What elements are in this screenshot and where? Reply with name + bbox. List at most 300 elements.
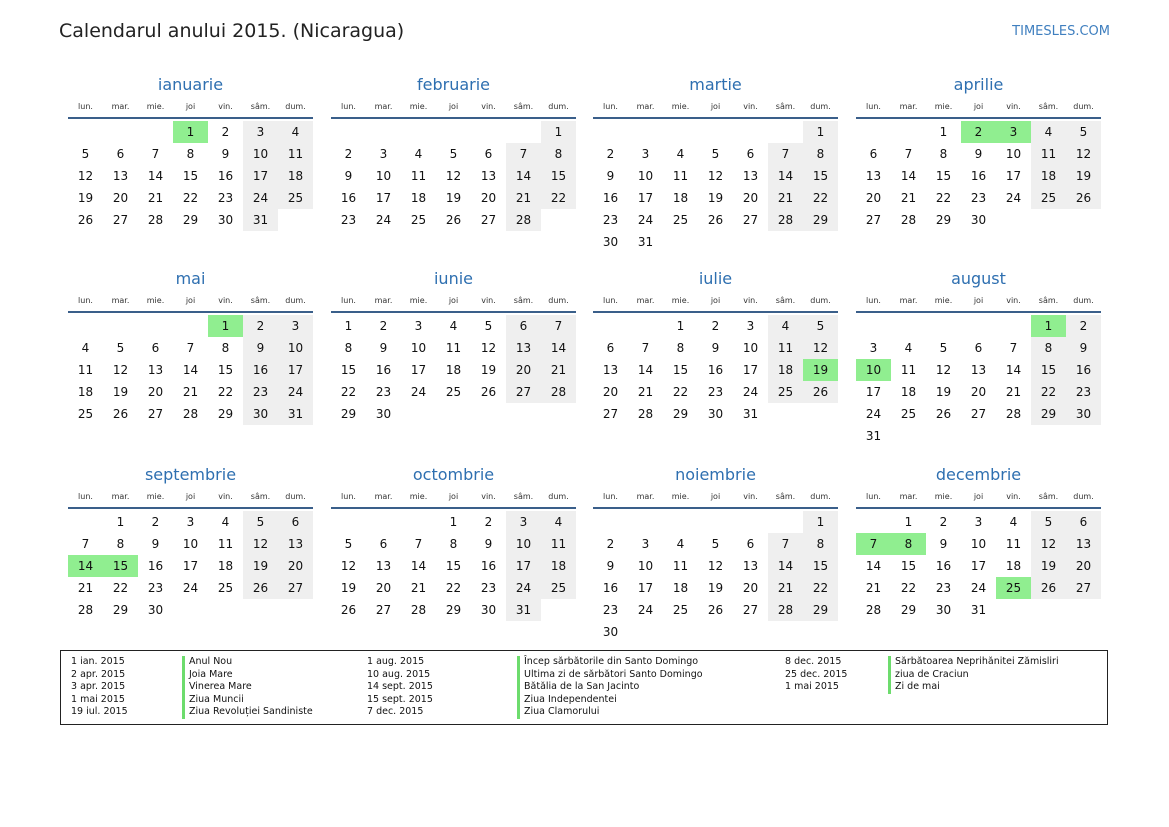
weekday-label: vin. xyxy=(481,492,496,501)
day-cell: 19 xyxy=(1031,555,1066,577)
weekday-label: sâm. xyxy=(250,102,271,111)
day-cell: 16 xyxy=(480,559,497,573)
day-cell: 25 xyxy=(278,187,313,209)
day-cell: 30 xyxy=(480,603,497,617)
month-name: februarie xyxy=(416,75,491,94)
day-cell: 24 xyxy=(637,603,654,617)
day-cell: 28 xyxy=(865,603,882,617)
weekday-label: lun. xyxy=(866,102,881,111)
day-cell: 3 xyxy=(641,147,650,161)
weekday-label: mie. xyxy=(146,492,165,501)
day-cell: 18 xyxy=(445,363,462,377)
day-cell: 28 xyxy=(410,603,427,617)
month-mai xyxy=(68,268,313,421)
day-cell: 12 xyxy=(480,341,497,355)
day-cell: 27 xyxy=(1066,577,1101,599)
day-cell: 20 xyxy=(970,385,987,399)
day-cell: 29 xyxy=(1031,403,1066,425)
day-cell: 6 xyxy=(484,147,493,161)
day-cell: 22 xyxy=(803,187,838,209)
day-cell: 22 xyxy=(1031,381,1066,403)
day-cell: 14 xyxy=(506,165,541,187)
day-cell: 23 xyxy=(340,213,357,227)
day-cell: 17 xyxy=(1005,169,1022,183)
legend-holiday-name: Ultima zi de sărbători Santo Domingo xyxy=(517,669,703,682)
day-cell: 10 xyxy=(970,537,987,551)
day-cell: 11 xyxy=(77,363,94,377)
weekday-label: vin. xyxy=(481,102,496,111)
day-cell: 7 xyxy=(1009,341,1018,355)
weekday-label: lun. xyxy=(603,492,618,501)
day-cell: 13 xyxy=(375,559,392,573)
weekday-label: sâm. xyxy=(1038,296,1059,305)
day-cell: 20 xyxy=(1066,555,1101,577)
day-cell: 29 xyxy=(445,603,462,617)
day-cell: 14 xyxy=(410,559,427,573)
day-cell: 24 xyxy=(970,581,987,595)
day-cell: 2 xyxy=(221,125,230,139)
holiday-day: 25 xyxy=(996,577,1031,599)
day-cell: 11 xyxy=(1031,143,1066,165)
day-cell: 30 xyxy=(217,213,234,227)
day-cell: 7 xyxy=(506,143,541,165)
day-cell: 15 xyxy=(803,165,838,187)
day-cell: 2 xyxy=(344,147,353,161)
weekday-label: sâm. xyxy=(513,296,534,305)
day-cell: 10 xyxy=(375,169,392,183)
day-cell: 13 xyxy=(112,169,129,183)
month-name: septembrie xyxy=(144,465,237,484)
weekday-label: mie. xyxy=(409,296,428,305)
weekday-label: mar. xyxy=(636,492,655,501)
day-cell: 5 xyxy=(449,147,458,161)
day-cell: 6 xyxy=(379,537,388,551)
day-cell: 24 xyxy=(865,407,882,421)
day-cell: 26 xyxy=(707,213,724,227)
day-cell: 26 xyxy=(112,407,129,421)
weekday-header xyxy=(331,294,576,313)
legend-date: 1 mai 2015 xyxy=(71,693,125,705)
day-cell: 18 xyxy=(1005,559,1022,573)
day-cell: 23 xyxy=(970,191,987,205)
day-cell: 17 xyxy=(506,555,541,577)
day-cell: 17 xyxy=(865,385,882,399)
weekday-header xyxy=(593,490,838,509)
day-cell: 5 xyxy=(803,315,838,337)
day-cell: 28 xyxy=(1005,407,1022,421)
day-cell: 26 xyxy=(935,407,952,421)
weekday-label: dum. xyxy=(548,296,569,305)
day-cell: 29 xyxy=(803,599,838,621)
day-cell: 21 xyxy=(410,581,427,595)
day-cell: 21 xyxy=(182,385,199,399)
day-cell: 18 xyxy=(77,385,94,399)
day-cell: 12 xyxy=(707,169,724,183)
day-cell: 22 xyxy=(935,191,952,205)
day-cell: 1 xyxy=(939,125,948,139)
day-cell: 1 xyxy=(116,515,125,529)
day-cell: 15 xyxy=(672,363,689,377)
day-cell: 25 xyxy=(768,381,803,403)
day-cell: 4 xyxy=(221,515,230,529)
day-cell: 9 xyxy=(221,147,230,161)
legend-holiday-name: Încep sărbătorile din Santo Domingo xyxy=(517,656,703,669)
weekday-label: lun. xyxy=(341,102,356,111)
day-cell: 18 xyxy=(900,385,917,399)
day-cell: 26 xyxy=(243,577,278,599)
day-cell: 10 xyxy=(243,143,278,165)
day-cell: 16 xyxy=(970,169,987,183)
month-name: aprilie xyxy=(953,75,1004,94)
weekday-label: lun. xyxy=(866,492,881,501)
day-cell: 17 xyxy=(182,559,199,573)
legend-holiday-name: Vinerea Mare xyxy=(182,681,313,694)
day-cell: 30 xyxy=(602,235,619,249)
month-ianuarie xyxy=(68,74,313,227)
day-cell: 26 xyxy=(340,603,357,617)
day-cell: 15 xyxy=(935,169,952,183)
day-cell: 19 xyxy=(340,581,357,595)
day-cell: 4 xyxy=(414,147,423,161)
day-cell: 22 xyxy=(217,385,234,399)
day-cell: 13 xyxy=(865,169,882,183)
day-cell: 23 xyxy=(243,381,278,403)
day-cell: 19 xyxy=(480,363,497,377)
day-cell: 7 xyxy=(81,537,90,551)
day-cell: 17 xyxy=(637,191,654,205)
day-cell: 13 xyxy=(147,363,164,377)
day-cell: 29 xyxy=(803,209,838,231)
weekday-label: joi xyxy=(448,492,459,501)
day-cell: 21 xyxy=(147,191,164,205)
legend-holiday-name: Ziua Clamorului xyxy=(517,706,703,719)
day-cell: 28 xyxy=(637,407,654,421)
day-cell: 5 xyxy=(711,147,720,161)
holiday-day: 10 xyxy=(856,359,891,381)
day-cell: 15 xyxy=(217,363,234,377)
day-cell: 13 xyxy=(970,363,987,377)
day-cell: 17 xyxy=(243,165,278,187)
day-cell: 3 xyxy=(506,511,541,533)
day-cell: 24 xyxy=(410,385,427,399)
day-cell: 1 xyxy=(676,319,685,333)
day-cell: 10 xyxy=(742,341,759,355)
legend-dates-col-1 xyxy=(71,656,128,719)
month-martie xyxy=(593,74,838,249)
day-cell: 25 xyxy=(77,407,94,421)
legend-date: 3 apr. 2015 xyxy=(71,681,126,692)
weekday-label: mar. xyxy=(636,102,655,111)
day-cell: 5 xyxy=(1031,511,1066,533)
day-cell: 31 xyxy=(637,235,654,249)
day-cell: 7 xyxy=(414,537,423,551)
day-cell: 3 xyxy=(186,515,195,529)
legend-date: 19 iul. 2015 xyxy=(71,706,128,717)
day-cell: 14 xyxy=(637,363,654,377)
day-cell: 4 xyxy=(1009,515,1018,529)
day-cell: 26 xyxy=(480,385,497,399)
day-cell: 30 xyxy=(970,213,987,227)
day-cell: 10 xyxy=(182,537,199,551)
legend-holiday-name: Bătălia de la San Jacinto xyxy=(517,681,703,694)
day-cell: 17 xyxy=(278,359,313,381)
holiday-day: 7 xyxy=(856,533,891,555)
day-cell: 31 xyxy=(278,403,313,425)
day-cell: 16 xyxy=(707,363,724,377)
weekday-label: lun. xyxy=(603,296,618,305)
day-cell: 6 xyxy=(116,147,125,161)
weekday-label: lun. xyxy=(78,102,93,111)
day-cell: 21 xyxy=(1005,385,1022,399)
day-cell: 25 xyxy=(900,407,917,421)
day-cell: 30 xyxy=(935,603,952,617)
day-cell: 25 xyxy=(672,603,689,617)
day-cell: 21 xyxy=(506,187,541,209)
weekday-header xyxy=(856,294,1101,313)
day-cell: 1 xyxy=(541,121,576,143)
day-cell: 13 xyxy=(602,363,619,377)
brand-link[interactable]: TIMESLES.COM xyxy=(1012,24,1110,39)
day-cell: 11 xyxy=(217,537,234,551)
month-iunie xyxy=(331,268,576,421)
day-cell: 29 xyxy=(340,407,357,421)
day-cell: 11 xyxy=(410,169,427,183)
weekday-label: joi xyxy=(185,296,196,305)
day-cell: 6 xyxy=(278,511,313,533)
day-cell: 1 xyxy=(344,319,353,333)
weekday-label: sâm. xyxy=(513,492,534,501)
weekday-label: vin. xyxy=(1006,102,1021,111)
day-cell: 16 xyxy=(935,559,952,573)
weekday-label: mie. xyxy=(409,102,428,111)
day-cell: 22 xyxy=(803,577,838,599)
day-cell: 17 xyxy=(410,363,427,377)
day-cell: 20 xyxy=(375,581,392,595)
day-cell: 15 xyxy=(1031,359,1066,381)
holiday-day: 3 xyxy=(996,121,1031,143)
month-name: decembrie xyxy=(935,465,1022,484)
day-cell: 8 xyxy=(803,143,838,165)
day-cell: 29 xyxy=(112,603,129,617)
day-cell: 15 xyxy=(340,363,357,377)
day-cell: 10 xyxy=(1005,147,1022,161)
weekday-label: mar. xyxy=(374,296,393,305)
weekday-label: sâm. xyxy=(1038,102,1059,111)
day-cell: 14 xyxy=(1005,363,1022,377)
page-title: Calendarul anului 2015. (Nicaragua) xyxy=(59,20,405,42)
weekday-label: dum. xyxy=(810,296,831,305)
day-cell: 12 xyxy=(77,169,94,183)
day-cell: 18 xyxy=(410,191,427,205)
weekday-label: joi xyxy=(973,102,984,111)
holiday-day: 15 xyxy=(103,555,138,577)
day-cell: 13 xyxy=(742,559,759,573)
day-cell: 1 xyxy=(449,515,458,529)
day-cell: 16 xyxy=(340,191,357,205)
day-cell: 11 xyxy=(672,559,689,573)
day-cell: 9 xyxy=(974,147,983,161)
day-cell: 27 xyxy=(112,213,129,227)
day-cell: 17 xyxy=(970,559,987,573)
day-cell: 20 xyxy=(278,555,313,577)
legend-holiday-name: Sărbătoarea Neprihănitei Zămisliri xyxy=(888,656,1059,669)
weekday-label: mar. xyxy=(111,102,130,111)
day-cell: 5 xyxy=(344,537,353,551)
day-cell: 6 xyxy=(974,341,983,355)
day-cell: 2 xyxy=(606,147,615,161)
legend-date: 1 ian. 2015 xyxy=(71,656,125,667)
day-cell: 5 xyxy=(81,147,90,161)
day-cell: 28 xyxy=(506,209,541,231)
day-cell: 4 xyxy=(768,315,803,337)
day-cell: 16 xyxy=(375,363,392,377)
day-cell: 5 xyxy=(711,537,720,551)
day-cell: 30 xyxy=(707,407,724,421)
legend-date: 2 apr. 2015 xyxy=(71,668,126,680)
weekday-header xyxy=(856,490,1101,509)
weekday-label: dum. xyxy=(1073,492,1094,501)
day-cell: 28 xyxy=(182,407,199,421)
day-cell: 26 xyxy=(707,603,724,617)
legend-date: 7 dec. 2015 xyxy=(367,706,424,717)
day-cell: 15 xyxy=(541,165,576,187)
weekday-label: joi xyxy=(973,296,984,305)
weekday-label: mie. xyxy=(671,102,690,111)
day-cell: 15 xyxy=(182,169,199,183)
weekday-label: sâm. xyxy=(250,296,271,305)
holiday-day: 8 xyxy=(891,533,926,555)
weekday-label: vin. xyxy=(743,102,758,111)
day-cell: 15 xyxy=(900,559,917,573)
day-cell: 4 xyxy=(541,511,576,533)
day-cell: 13 xyxy=(278,533,313,555)
day-cell: 23 xyxy=(707,385,724,399)
holiday-day: 2 xyxy=(961,121,996,143)
day-cell: 30 xyxy=(243,403,278,425)
day-cell: 4 xyxy=(278,121,313,143)
day-cell: 11 xyxy=(900,363,917,377)
month-februarie xyxy=(331,74,576,227)
day-cell: 18 xyxy=(672,581,689,595)
day-cell: 6 xyxy=(869,147,878,161)
weekday-label: vin. xyxy=(1006,492,1021,501)
day-cell: 8 xyxy=(676,341,685,355)
day-cell: 7 xyxy=(541,315,576,337)
day-cell: 19 xyxy=(1066,165,1101,187)
day-cell: 19 xyxy=(243,555,278,577)
legend-names-col-3 xyxy=(888,656,1059,694)
day-cell: 4 xyxy=(1031,121,1066,143)
weekday-header xyxy=(593,294,838,313)
day-cell: 17 xyxy=(742,363,759,377)
day-cell: 27 xyxy=(602,407,619,421)
day-cell: 21 xyxy=(637,385,654,399)
day-cell: 12 xyxy=(445,169,462,183)
day-cell: 12 xyxy=(935,363,952,377)
day-cell: 10 xyxy=(637,559,654,573)
day-cell: 11 xyxy=(445,341,462,355)
day-cell: 22 xyxy=(541,187,576,209)
day-cell: 26 xyxy=(1031,577,1066,599)
day-cell: 16 xyxy=(1066,359,1101,381)
day-cell: 24 xyxy=(742,385,759,399)
month-name: ianuarie xyxy=(157,75,224,94)
weekday-label: lun. xyxy=(78,296,93,305)
day-cell: 12 xyxy=(707,559,724,573)
day-cell: 18 xyxy=(672,191,689,205)
day-cell: 11 xyxy=(278,143,313,165)
day-cell: 27 xyxy=(147,407,164,421)
weekday-label: joi xyxy=(448,296,459,305)
weekday-label: mie. xyxy=(671,296,690,305)
day-cell: 14 xyxy=(768,555,803,577)
day-cell: 23 xyxy=(217,191,234,205)
weekday-label: dum. xyxy=(285,102,306,111)
weekday-label: dum. xyxy=(1073,296,1094,305)
day-cell: 21 xyxy=(768,577,803,599)
day-cell: 9 xyxy=(243,337,278,359)
weekday-label: mar. xyxy=(374,492,393,501)
day-cell: 13 xyxy=(506,337,541,359)
day-cell: 27 xyxy=(865,213,882,227)
day-cell: 15 xyxy=(445,559,462,573)
day-cell: 27 xyxy=(480,213,497,227)
legend-dates-col-3 xyxy=(785,656,847,694)
day-cell: 20 xyxy=(147,385,164,399)
day-cell: 8 xyxy=(541,143,576,165)
day-cell: 4 xyxy=(904,341,913,355)
day-cell: 23 xyxy=(375,385,392,399)
day-cell: 10 xyxy=(278,337,313,359)
day-cell: 25 xyxy=(410,213,427,227)
day-cell: 2 xyxy=(711,319,720,333)
day-cell: 30 xyxy=(1066,403,1101,425)
day-cell: 22 xyxy=(900,581,917,595)
weekday-header xyxy=(68,294,313,313)
legend-date: 1 mai 2015 xyxy=(785,681,839,692)
day-cell: 8 xyxy=(939,147,948,161)
legend-holiday-name: Ziua Revoluției Sandiniste xyxy=(182,706,313,719)
day-cell: 19 xyxy=(112,385,129,399)
day-cell: 12 xyxy=(340,559,357,573)
legend-names-col-1 xyxy=(182,656,313,719)
month-name: iunie xyxy=(433,269,473,288)
day-cell: 23 xyxy=(602,603,619,617)
day-cell: 24 xyxy=(637,213,654,227)
day-cell: 14 xyxy=(182,363,199,377)
day-cell: 28 xyxy=(77,603,94,617)
day-cell: 21 xyxy=(77,581,94,595)
month-aprilie xyxy=(856,74,1101,227)
day-cell: 25 xyxy=(217,581,234,595)
day-cell: 4 xyxy=(81,341,90,355)
day-cell: 15 xyxy=(803,555,838,577)
day-cell: 22 xyxy=(672,385,689,399)
day-cell: 1 xyxy=(904,515,913,529)
day-cell: 2 xyxy=(939,515,948,529)
legend-holiday-name: Ziua Independentei xyxy=(517,694,703,707)
day-cell: 23 xyxy=(935,581,952,595)
day-cell: 8 xyxy=(449,537,458,551)
day-cell: 30 xyxy=(147,603,164,617)
day-cell: 19 xyxy=(707,581,724,595)
day-cell: 10 xyxy=(506,533,541,555)
day-cell: 13 xyxy=(1066,533,1101,555)
day-cell: 18 xyxy=(768,359,803,381)
weekday-label: lun. xyxy=(341,492,356,501)
legend-date: 14 sept. 2015 xyxy=(367,681,433,692)
weekday-label: mie. xyxy=(146,296,165,305)
